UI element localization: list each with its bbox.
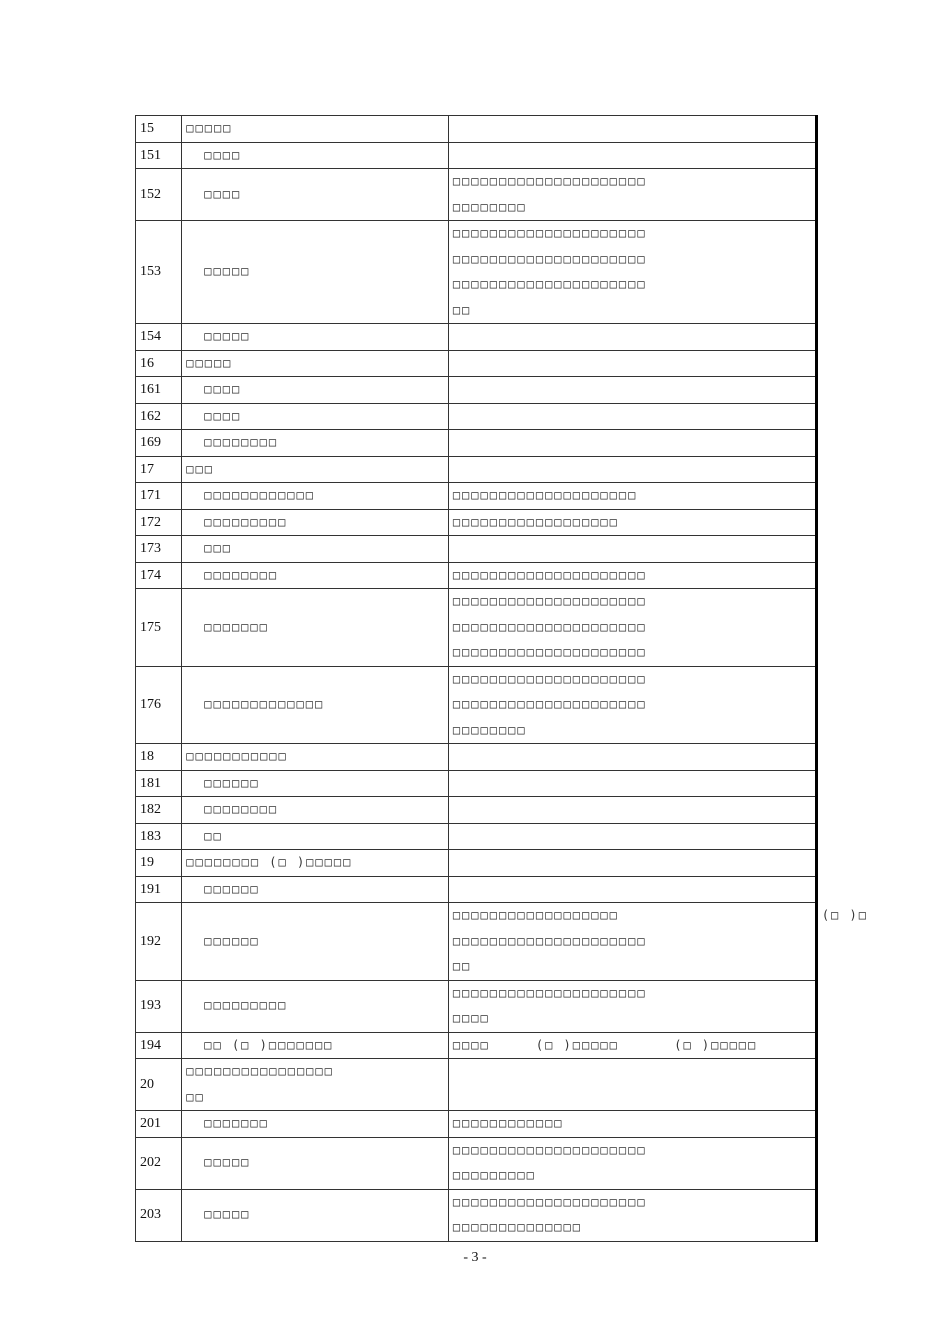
description-line: □□□□□□□□: [452, 199, 527, 214]
row-name-text: □□□□: [204, 408, 242, 423]
table-row: [136, 744, 817, 771]
row-name: [182, 509, 449, 536]
row-description: [448, 980, 816, 1032]
description-line: □□□□□□□□□□□□□□□□□□□□□: [452, 251, 647, 266]
table-row: [136, 797, 817, 824]
row-name: [182, 850, 449, 877]
row-code: 192: [136, 903, 182, 981]
page-number: - 3 -: [463, 1250, 487, 1265]
row-description: [448, 666, 816, 744]
row-name-text: □□□□□□□: [204, 619, 269, 634]
table-row: [136, 483, 817, 510]
description-line: □□: [452, 302, 472, 317]
row-description: [448, 456, 816, 483]
row-name-text: □□□□□: [204, 1207, 251, 1222]
row-name: [182, 666, 449, 744]
table-row: [136, 536, 817, 563]
table-row: [136, 1032, 817, 1059]
row-code: 174: [136, 562, 182, 589]
row-name-text: □□□□□: [186, 355, 233, 370]
description-line: □□□□□□□□□□□□□□□□□□□□□: [452, 671, 647, 686]
row-description: [448, 1059, 816, 1111]
row-name-text: □□□□□□□□: [204, 435, 279, 449]
row-code: 17: [136, 456, 182, 483]
table-row: [136, 509, 817, 536]
row-name: [182, 324, 449, 351]
row-name: [182, 1059, 449, 1111]
row-name-text: □□□□□□□: [204, 1116, 269, 1130]
row-description: [448, 483, 816, 510]
table-row: [136, 377, 817, 404]
table-body: [136, 116, 868, 1242]
row-name-text: □□□□□□: [204, 775, 260, 790]
row-name: [182, 903, 449, 981]
row-name-text: □□ (□ )□□□□□□□: [204, 1037, 334, 1052]
row-code: 18: [136, 744, 182, 771]
row-name: [182, 1111, 449, 1138]
row-description: [448, 403, 816, 430]
row-description: [448, 797, 816, 824]
row-name-text: □□□□: [204, 147, 242, 162]
row-name: [182, 536, 449, 563]
row-code: 173: [136, 536, 182, 563]
row-code: 181: [136, 770, 182, 797]
table-row: [136, 1189, 817, 1241]
row-code: 175: [136, 589, 182, 667]
row-description: [448, 116, 816, 143]
row-name: [182, 221, 449, 324]
row-code: 162: [136, 403, 182, 430]
row-code: 172: [136, 509, 182, 536]
row-code: 154: [136, 324, 182, 351]
row-name-text: □□□□□□□□□□□□: [204, 488, 315, 502]
table-row: [136, 666, 817, 744]
row-description: [448, 377, 816, 404]
row-name-text: □□□□□: [204, 1155, 251, 1170]
row-name-text: □□□□□□: [204, 881, 260, 896]
row-description: [448, 430, 816, 457]
row-code: 201: [136, 1111, 182, 1138]
row-description: [448, 1137, 816, 1189]
row-name: [182, 589, 449, 667]
row-description: [448, 1189, 816, 1241]
row-code: 194: [136, 1032, 182, 1059]
row-name-text: □□: [204, 828, 223, 843]
row-code: 161: [136, 377, 182, 404]
row-name-text: □□□: [204, 541, 232, 555]
description-line: □□□□□□□□□□□□□□□□□□□□□: [452, 174, 647, 188]
table-row: [136, 142, 817, 169]
description-line: □□: [452, 959, 472, 973]
row-description: [448, 142, 816, 169]
row-code: 152: [136, 169, 182, 221]
row-name: [182, 770, 449, 797]
row-name-text-line2: □□: [186, 1089, 205, 1104]
table-row: [136, 169, 817, 221]
table-row: [136, 350, 817, 377]
table-row: [136, 1059, 817, 1111]
description-line: □□□□: [452, 1011, 490, 1025]
description-line: □□□□□□□□□□□□□□□□□□□□□: [452, 226, 647, 240]
row-code: 169: [136, 430, 182, 457]
table-row: [136, 1111, 817, 1138]
row-name: [182, 116, 449, 143]
row-code: 183: [136, 823, 182, 850]
table-row: [136, 221, 817, 324]
row-name: [182, 562, 449, 589]
description-line: □□□□□□□□: [452, 722, 527, 737]
table-row: [136, 876, 817, 903]
description-line: □□□□□□□□□□□□□□□□□□: [452, 514, 619, 529]
row-name-text: □□□□: [204, 186, 242, 201]
table-row: [136, 823, 817, 850]
row-description: [448, 509, 816, 536]
row-name: [182, 980, 449, 1032]
description-line: □□□□□□□□□□□□□□□□□□□□: [452, 488, 638, 502]
table-row: [136, 403, 817, 430]
row-description: [448, 169, 816, 221]
row-code: 191: [136, 876, 182, 903]
row-name: [182, 1032, 449, 1059]
description-line: □□□□□□□□□□□□: [452, 1116, 564, 1130]
row-code: 16: [136, 350, 182, 377]
row-name-text: □□□□□□□□: [204, 802, 279, 816]
row-code: 171: [136, 483, 182, 510]
row-description: [448, 562, 816, 589]
description-line: □□□□□□□□□□□□□□□□□□□□□: [452, 645, 647, 659]
row-name-text: □□□□□□□□□: [204, 514, 288, 529]
row-code: 151: [136, 142, 182, 169]
row-name: [182, 377, 449, 404]
row-description: [448, 850, 816, 877]
description-line: □□□□□□□□□□□□□□□□□□□□□: [452, 985, 647, 1000]
table-row: [136, 324, 817, 351]
description-line: □□□□□□□□□□□□□□□□□□□□□: [452, 567, 647, 582]
classification-table: [135, 115, 868, 1242]
table-row: [136, 980, 817, 1032]
description-line: □□□□ (□ )□□□□□ (□ )□□□□□: [452, 1037, 758, 1052]
table-row: [136, 116, 817, 143]
row-name-text: □□□□□□□□□□□□□: [204, 697, 325, 711]
row-description: [448, 1111, 816, 1138]
row-code: 193: [136, 980, 182, 1032]
row-name: [182, 169, 449, 221]
table-row: [136, 456, 817, 483]
row-name: [182, 430, 449, 457]
row-name: [182, 403, 449, 430]
row-description: [448, 903, 868, 981]
row-code: 202: [136, 1137, 182, 1189]
row-name-text: □□□□□□□□□□□□□□□□: [186, 1064, 334, 1078]
row-name: [182, 350, 449, 377]
row-name: [182, 142, 449, 169]
row-description: [448, 1032, 816, 1059]
row-name-text: □□□□□□□□□□□: [186, 749, 288, 763]
description-line: □□□□□□□□□□□□□□□□□□□□□: [452, 933, 647, 948]
row-code: 19: [136, 850, 182, 877]
row-name-text: □□□□□□: [204, 933, 260, 948]
row-description: [448, 536, 816, 563]
row-name-text: □□□: [186, 461, 214, 476]
description-line: □□□□□□□□□□□□□□□□□□□□□: [452, 594, 647, 608]
row-name: [182, 797, 449, 824]
row-name-text: □□□□□□□□: [204, 567, 279, 582]
row-name-text: □□□□□: [186, 121, 233, 135]
description-line: □□□□□□□□□□□□□□□□□□ (□ )□: [452, 908, 868, 922]
row-name: [182, 823, 449, 850]
description-line: □□□□□□□□□□□□□□: [452, 1220, 582, 1234]
row-name-text: □□□□: [204, 382, 242, 396]
row-code: 20: [136, 1059, 182, 1111]
row-code: 176: [136, 666, 182, 744]
row-code: 153: [136, 221, 182, 324]
row-name: [182, 876, 449, 903]
row-name: [182, 456, 449, 483]
row-name-text: □□□□□□□□ (□ )□□□□□: [186, 855, 353, 869]
row-description: [448, 350, 816, 377]
description-line: □□□□□□□□□□□□□□□□□□□□□: [452, 619, 647, 634]
row-code: 182: [136, 797, 182, 824]
row-description: [448, 823, 816, 850]
description-line: □□□□□□□□□□□□□□□□□□□□□: [452, 1142, 647, 1157]
table-row: [136, 903, 817, 981]
description-line: □□□□□□□□□□□□□□□□□□□□□: [452, 277, 647, 291]
row-name-text: □□□□□: [204, 264, 251, 279]
row-name: [182, 483, 449, 510]
table-row: [136, 770, 817, 797]
table-row: [136, 1137, 817, 1189]
row-name: [182, 1137, 449, 1189]
row-name: [182, 1189, 449, 1241]
description-line: □□□□□□□□□: [452, 1168, 536, 1182]
table-row: [136, 430, 817, 457]
row-code: 203: [136, 1189, 182, 1241]
table-row: [136, 589, 817, 667]
row-description: [448, 221, 816, 324]
row-description: [448, 589, 816, 667]
row-name: [182, 744, 449, 771]
row-code: 15: [136, 116, 182, 143]
row-description: [448, 324, 816, 351]
row-name-text: □□□□□: [204, 329, 251, 343]
row-description: [448, 770, 816, 797]
row-description: [448, 876, 816, 903]
table-row: [136, 850, 817, 877]
table-row: [136, 562, 817, 589]
row-description: [448, 744, 816, 771]
description-line: □□□□□□□□□□□□□□□□□□□□□: [452, 1194, 647, 1209]
description-line: □□□□□□□□□□□□□□□□□□□□□: [452, 697, 647, 711]
row-name-text: □□□□□□□□□: [204, 998, 288, 1013]
